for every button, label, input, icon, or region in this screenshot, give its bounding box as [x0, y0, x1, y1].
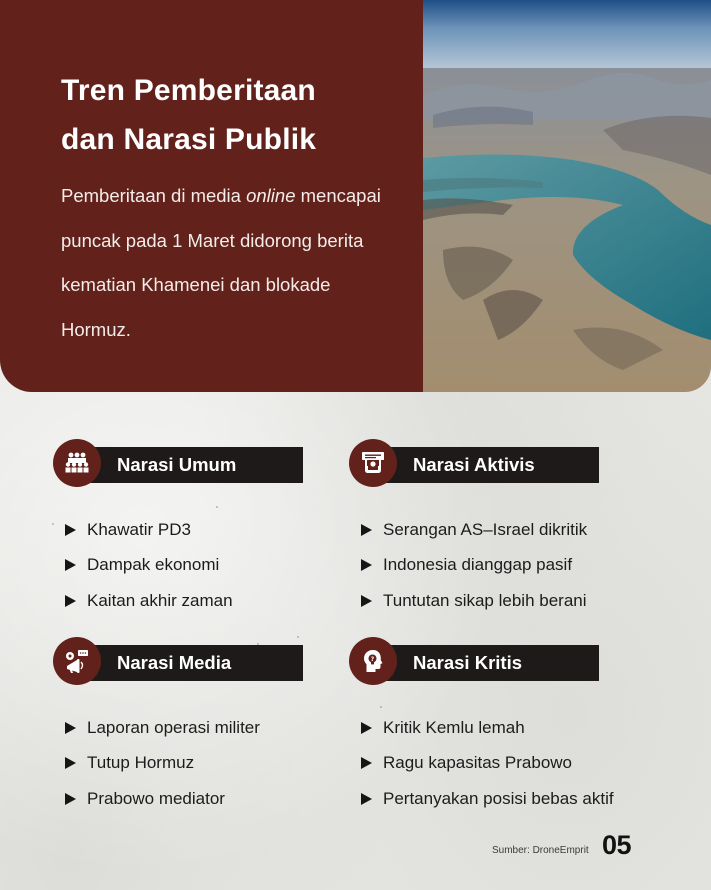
triangle-bullet-icon	[361, 757, 372, 769]
section-title: Narasi Aktivis	[413, 454, 535, 475]
desc-italic: online	[246, 185, 296, 206]
title-line-2: dan Narasi Publik	[61, 123, 317, 156]
texture-speck	[297, 636, 299, 638]
list-item	[65, 710, 363, 746]
bullet-list	[53, 710, 363, 817]
section-title: Narasi Umum	[117, 454, 237, 475]
bullet-list	[53, 512, 363, 619]
list-item	[65, 781, 363, 817]
section-header	[349, 439, 659, 491]
texture-speck	[257, 643, 259, 645]
list-item	[65, 583, 363, 619]
page-title	[61, 66, 401, 164]
list-item-text: Serangan AS–Israel dikritik	[383, 519, 588, 539]
list-item-text: Prabowo mediator	[87, 788, 225, 808]
list-item-text: Indonesia dianggap pasif	[383, 555, 573, 575]
list-item	[361, 710, 659, 746]
list-item-text: Pertanyakan posisi bebas aktif	[383, 788, 614, 808]
list-item	[65, 512, 363, 548]
section-title: Narasi Kritis	[413, 652, 522, 673]
list-item	[361, 548, 659, 584]
section-header	[53, 439, 363, 491]
section-header	[349, 637, 659, 689]
triangle-bullet-icon	[65, 793, 76, 805]
crowd-icon	[53, 439, 101, 487]
triangle-bullet-icon	[65, 595, 76, 607]
hero-description	[61, 174, 401, 352]
texture-speck	[216, 506, 218, 508]
list-item	[65, 746, 363, 782]
head-lightbulb-icon	[349, 637, 397, 685]
list-item-text: Ragu kapasitas Prabowo	[383, 753, 573, 773]
svg-text:?: ?	[370, 656, 375, 663]
page-number: 05	[602, 830, 632, 860]
list-item-text: Kaitan akhir zaman	[87, 590, 233, 610]
triangle-bullet-icon	[65, 722, 76, 734]
bullet-list	[349, 710, 659, 817]
section-narasi-kritis	[349, 637, 659, 817]
triangle-bullet-icon	[361, 559, 372, 571]
triangle-bullet-icon	[65, 559, 76, 571]
list-item-text: Kritik Kemlu lemah	[383, 717, 525, 737]
list-item	[361, 583, 659, 619]
texture-speck	[52, 523, 54, 525]
triangle-bullet-icon	[361, 793, 372, 805]
list-item	[361, 746, 659, 782]
triangle-bullet-icon	[65, 757, 76, 769]
aerial-photo	[423, 0, 711, 392]
list-item	[361, 781, 659, 817]
megaphone-icon	[53, 637, 101, 685]
desc-suffix: mencapai puncak pada 1 Maret didorong berita kematian Khamenei dan blokade Hormuz.	[61, 185, 381, 340]
section-title: Narasi Media	[117, 652, 232, 673]
list-item-text: Tuntutan sikap lebih berani	[383, 590, 587, 610]
hero-panel	[0, 0, 424, 392]
triangle-bullet-icon	[65, 524, 76, 536]
texture-speck	[380, 706, 382, 708]
section-narasi-aktivis	[349, 439, 659, 619]
desc-prefix: Pemberitaan di media	[61, 185, 247, 206]
list-item-text: Tutup Hormuz	[87, 753, 195, 773]
list-item	[65, 548, 363, 584]
triangle-bullet-icon	[361, 722, 372, 734]
source-credit: Sumber: DroneEmprit	[492, 845, 589, 856]
list-item-text: Dampak ekonomi	[87, 555, 220, 575]
bullet-list	[349, 512, 659, 619]
protester-banner-icon	[349, 439, 397, 487]
triangle-bullet-icon	[361, 595, 372, 607]
section-narasi-umum	[53, 439, 363, 619]
list-item-text: Laporan operasi militer	[87, 717, 260, 737]
triangle-bullet-icon	[361, 524, 372, 536]
title-line-1: Tren Pemberitaan	[61, 74, 316, 107]
list-item-text: Khawatir PD3	[87, 519, 191, 539]
section-header	[53, 637, 363, 689]
section-narasi-media	[53, 637, 363, 817]
list-item	[361, 512, 659, 548]
aerial-landscape-image	[423, 0, 711, 392]
